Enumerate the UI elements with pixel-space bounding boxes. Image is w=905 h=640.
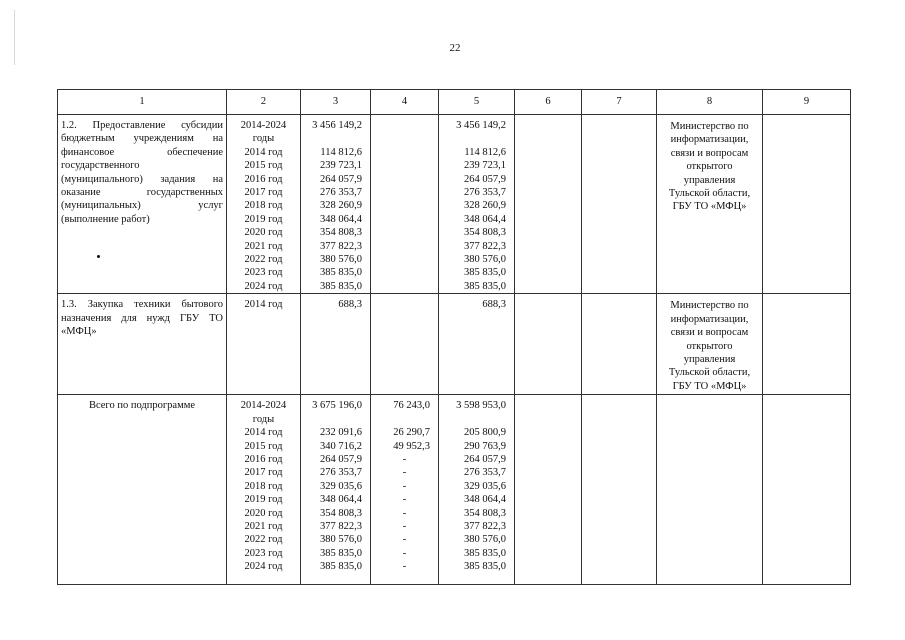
empty-cell [582, 115, 657, 294]
cell-line: 2024 год [244, 280, 283, 292]
cell-line: 348 064,4 [464, 494, 506, 506]
text-line: (муниципальных) услуг [61, 200, 223, 212]
cell-line: 354 808,3 [464, 227, 506, 239]
col-header: 6 [515, 90, 582, 115]
cell-line: - [402, 547, 407, 559]
cell-line: 2017 год [244, 187, 283, 199]
cell-line: - [402, 494, 407, 506]
cell-line: 385 835,0 [464, 267, 506, 279]
cell-line: 2017 год [244, 467, 283, 479]
measure-name-cell [58, 115, 227, 294]
cell-line: 2020 год [244, 227, 283, 239]
executor-cell [657, 115, 763, 294]
cell-line: 2018 год [244, 480, 283, 492]
header-row [58, 90, 851, 115]
regional-cell [439, 115, 515, 294]
col-header: 9 [763, 90, 851, 115]
cell-line: 26 290,7 [393, 427, 430, 439]
cell-line [301, 132, 370, 145]
cell-line: - [402, 467, 407, 479]
cell-line: 264 057,9 [320, 453, 362, 465]
cell-line: ГБУ ТО «МФЦ» [672, 201, 747, 213]
text-line: (выполнение работ) [61, 213, 150, 225]
cell-line: информатизации, [670, 134, 749, 146]
cell-line: 49 952,3 [393, 440, 430, 452]
cell-line: 377 822,3 [464, 520, 506, 532]
cell-line: 2015 год [244, 440, 283, 452]
cell-line: Министерство по [670, 300, 749, 312]
cell-line: - [402, 520, 407, 532]
cell-line: 2014 год [244, 146, 283, 158]
cell-line: управления [683, 174, 736, 186]
cell-line [439, 413, 514, 426]
total-label: Всего по подпрограмме [88, 400, 196, 412]
cell-line: 2024 год [244, 561, 283, 573]
cell-line: 385 835,0 [464, 280, 506, 292]
cell-line: 3 456 149,2 [312, 120, 362, 131]
empty-cell [582, 294, 657, 395]
empty-cell [763, 115, 851, 294]
cell-line: ГБУ ТО «МФЦ» [672, 380, 747, 392]
cell-line: 340 716,2 [320, 440, 362, 452]
text-line: бюджетным учреждениям на [61, 133, 223, 145]
cell-line: 2014-2024 [240, 120, 287, 131]
cell-line: Министерство по [670, 121, 749, 132]
scan-speck [61, 249, 223, 262]
text-line: государственного [61, 160, 140, 172]
cell-line: 329 035,6 [464, 480, 506, 492]
cell-line: 2021 год [244, 520, 283, 532]
col-header: 2 [227, 90, 301, 115]
cell-line: 2016 год [244, 173, 283, 185]
subprogram-table [57, 89, 851, 585]
cell-line: 2022 год [244, 254, 283, 266]
cell-line: 264 057,9 [464, 453, 506, 465]
cell-line [439, 132, 514, 145]
cell-line: 205 800,9 [464, 427, 506, 439]
cell-line: 2015 год [244, 160, 283, 172]
cell-line: информатизации, [670, 313, 749, 325]
measure-name-cell [58, 294, 227, 395]
cell-line: управления [683, 353, 736, 365]
cell-line: - [402, 453, 407, 465]
cell-line: 2020 год [244, 507, 283, 519]
cell-line: 348 064,4 [464, 213, 506, 225]
cell-line: 385 835,0 [320, 267, 362, 279]
cell-line: 380 576,0 [464, 254, 506, 266]
cell-line: годы [252, 133, 275, 145]
empty-cell [582, 395, 657, 585]
empty-cell [515, 395, 582, 585]
cell-line: 276 353,7 [320, 187, 362, 199]
cell-line: 385 835,0 [320, 547, 362, 559]
cell-line: 239 723,1 [320, 160, 362, 172]
federal-cell [371, 395, 439, 585]
cell-line: 329 035,6 [320, 480, 362, 492]
cell-line: 276 353,7 [320, 467, 362, 479]
cell-line: 377 822,3 [320, 240, 362, 252]
table-row [58, 395, 851, 585]
cell-line: 76 243,0 [393, 400, 430, 412]
cell-line: 276 353,7 [464, 187, 506, 199]
cell-line: 328 260,9 [464, 200, 506, 212]
table-row [58, 294, 851, 395]
cell-line: 328 260,9 [320, 200, 362, 212]
cell-line: 354 808,3 [320, 227, 362, 239]
cell-line: 264 057,9 [320, 173, 362, 185]
measure-name-cell [58, 395, 227, 585]
cell-line: 688,3 [338, 299, 362, 311]
cell-line: 276 353,7 [464, 467, 506, 479]
text-line: «МФЦ» [61, 326, 97, 338]
cell-line: 239 723,1 [464, 160, 506, 172]
period-cell [227, 395, 301, 585]
total-cell [301, 294, 371, 395]
cell-line: 2014 год [244, 427, 283, 439]
cell-line: - [402, 534, 407, 546]
empty-cell [515, 294, 582, 395]
empty-cell [515, 115, 582, 294]
col-header: 4 [371, 90, 439, 115]
cell-line: 354 808,3 [320, 507, 362, 519]
cell-line: связи и вопросам [670, 147, 749, 159]
cell-line: 2019 год [244, 494, 283, 506]
cell-line: 3 598 953,0 [456, 400, 506, 412]
table-row [58, 115, 851, 294]
cell-line: открытого [686, 340, 733, 352]
cell-line: - [402, 561, 407, 573]
cell-line: 3 456 149,2 [456, 120, 506, 131]
empty-cell [763, 395, 851, 585]
text-line: оказание государственных [61, 187, 223, 199]
page-number: 22 [449, 42, 461, 54]
cell-line: 348 064,4 [320, 213, 362, 225]
cell-line: 385 835,0 [464, 561, 506, 573]
cell-line: 354 808,3 [464, 507, 506, 519]
cell-line [301, 413, 370, 426]
cell-line: 114 812,6 [320, 146, 362, 158]
cell-line: 232 091,6 [320, 427, 362, 439]
cell-line: 380 576,0 [320, 534, 362, 546]
cell-line: 2018 год [244, 200, 283, 212]
federal-cell [371, 115, 439, 294]
total-cell [301, 395, 371, 585]
cell-line: 385 835,0 [320, 280, 362, 292]
text-line: 1.2. Предоставление субсидии [61, 120, 223, 131]
period-cell [227, 115, 301, 294]
col-header: 5 [439, 90, 515, 115]
cell-line [371, 413, 438, 426]
cell-line: 2023 год [244, 547, 283, 559]
cell-line: 377 822,3 [464, 240, 506, 252]
cell-line: годы [252, 413, 275, 425]
empty-cell [763, 294, 851, 395]
cell-line: 3 675 196,0 [312, 400, 362, 412]
cell-line: 348 064,4 [320, 494, 362, 506]
col-header: 7 [582, 90, 657, 115]
col-header: 8 [657, 90, 763, 115]
regional-cell [439, 294, 515, 395]
cell-line: 114 812,6 [464, 146, 506, 158]
cell-line: 2014-2024 [240, 400, 287, 412]
cell-line: 2022 год [244, 534, 283, 546]
cell-line: 264 057,9 [464, 173, 506, 185]
text-line: 1.3. Закупка техники бытового [61, 299, 223, 311]
cell-line: 290 763,9 [464, 440, 506, 452]
col-header: 1 [58, 90, 227, 115]
text-line: (муниципального) задания на [61, 173, 223, 185]
cell-line: 385 835,0 [464, 547, 506, 559]
total-cell [301, 115, 371, 294]
cell-line: 377 822,3 [320, 520, 362, 532]
regional-cell [439, 395, 515, 585]
text-line: финансовое обеспечение [61, 146, 223, 158]
executor-cell [657, 294, 763, 395]
federal-cell [371, 294, 439, 395]
cell-line: 2019 год [244, 213, 283, 225]
cell-line: Тульской области, [668, 367, 751, 379]
cell-line: 2021 год [244, 240, 283, 252]
cell-line: 688,3 [482, 299, 506, 311]
col-header: 3 [301, 90, 371, 115]
period-cell [227, 294, 301, 395]
cell-line: связи и вопросам [670, 327, 749, 339]
cell-line: 380 576,0 [464, 534, 506, 546]
cell-line: - [402, 480, 407, 492]
scan-edge-line [14, 10, 15, 65]
cell-line: 2014 год [244, 299, 283, 311]
cell-line: 385 835,0 [320, 561, 362, 573]
text-line: назначения для нужд ГБУ ТО [61, 312, 223, 324]
cell-line: 380 576,0 [320, 254, 362, 266]
cell-line: открытого [686, 161, 733, 173]
cell-line: 2016 год [244, 453, 283, 465]
cell-line: 2023 год [244, 267, 283, 279]
cell-line: Тульской области, [668, 188, 751, 200]
executor-cell [657, 395, 763, 585]
cell-line: - [402, 507, 407, 519]
